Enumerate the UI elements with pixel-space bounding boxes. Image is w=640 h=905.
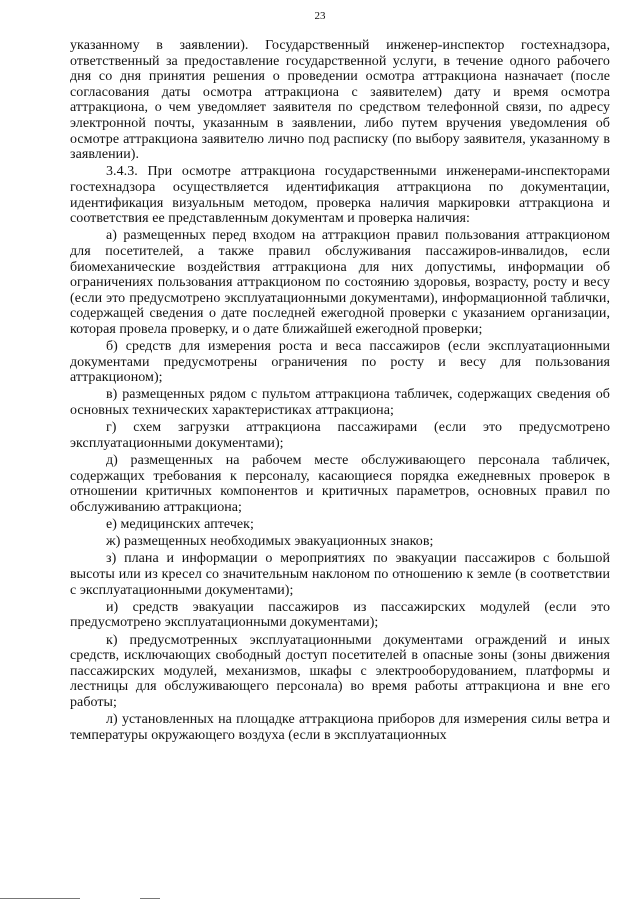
document-body <box>70 38 610 745</box>
paragraph-3-4-3: 3.4.3. При осмотре аттракциона государственными инженерами-инспекторами гостехнадзора осуществляется идентификация аттракциона по документации, идентификация визуальным методом, проверка наличия маркировки аттракциона и соответствия ее представленным документам и проверка наличия: <box>70 164 610 227</box>
list-item-a: а) размещенных перед входом на аттракцион правил пользования аттракционом для посетителей, а также правил обслуживания пассажиров-инвалидов, если биомеханические воздействия аттракциона для них допустимы, информации об ограничениях пользования аттракционом по состоянию здоровья, возрасту, росту и весу (если это предусмотрено эксплуатационными документами), информационной таблички, содержащей сведения о дате последней ежегодной проверки с указанием организации, которая провела проверку, и о дате ближайшей ежегодной проверки; <box>70 228 610 337</box>
page-number: 23 <box>314 10 326 22</box>
list-item-z: з) плана и информации о мероприятиях по эвакуации пассажиров с большой высоты или из кресел со значительным наклоном по отношению к земле (в соответствии с эксплуатационными документами); <box>70 551 610 598</box>
list-item-l: л) установленных на площадке аттракциона приборов для измерения силы ветра и температуры окружающего воздуха (если в эксплуатационных <box>70 712 610 743</box>
list-item-v: в) размещенных рядом с пультом аттракциона табличек, содержащих сведения об основных технических характеристиках аттракциона; <box>70 387 610 419</box>
scan-artifact-line <box>140 898 160 899</box>
list-item-i: и) средств эвакуации пассажиров из пассажирских модулей (если это предусмотрено эксплуатационными документами); <box>70 599 610 631</box>
list-item-g: г) схем загрузки аттракциона пассажирами (если это предусмотрено эксплуатационными документами); <box>70 420 610 451</box>
paragraph-continuation: указанному в заявлении). Государственный инженер-инспектор гостехнадзора, ответственный за предоставление государственной услуги, в течение одного рабочего дня со дня принятия решения о проведении осмотра аттракциона назначает (после согласования даты осмотра аттракциона с заявителем) дату и время осмотра аттракциона, о чем уведомляет заявителя по средством телефонной связи, по адресу электронной почты, указанным в заявлении, либо путем вручения уведомления об осмотре аттракциона заявителю лично под расписку (по выбору заявителя, указанному в заявлении). <box>70 38 610 163</box>
scan-artifact-line <box>0 898 80 899</box>
list-item-k: к) предусмотренных эксплуатационными документами ограждений и иных средств, исключающих свободный доступ посетителей в опасные зоны (зоны движения пассажирских модулей, механизмов, шкафы с электрооборудованием, платформы и лестницы для обслуживающего персонала) во время работы аттракциона и вне его работы; <box>70 632 610 710</box>
list-item-zh: ж) размещенных необходимых эвакуационных знаков; <box>106 534 434 550</box>
list-item-d: д) размещенных на рабочем месте обслуживающего персонала табличек, содержащих требования к персоналу, касающиеся порядка ежедневных проверок в отношении критичных компонентов и критичных параметров, основных правил по обслуживанию аттракциона; <box>70 453 610 515</box>
list-item-b: б) средств для измерения роста и веса пассажиров (если эксплуатационными документами предусмотрены ограничения по росту и весу для пользования аттракционом); <box>70 339 610 386</box>
list-item-e: е) медицинских аптечек; <box>106 516 254 532</box>
